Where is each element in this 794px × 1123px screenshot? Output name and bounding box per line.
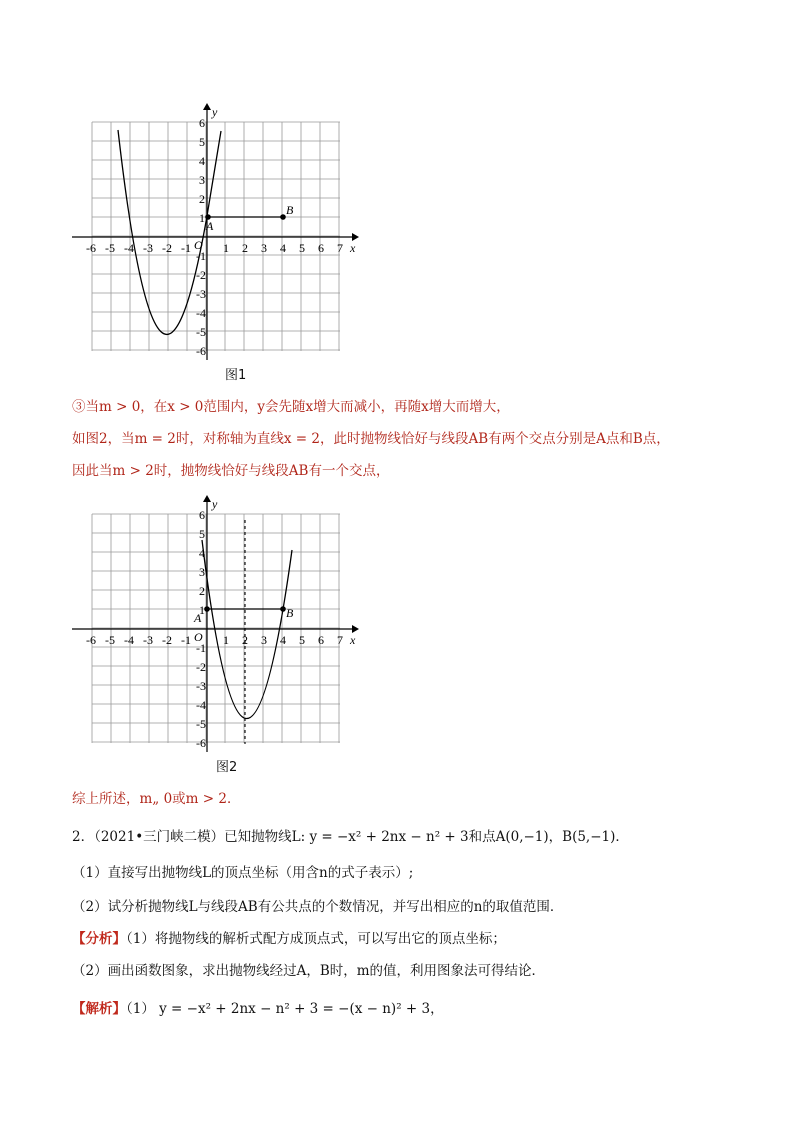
g2-x-tick-label: 1 (223, 633, 229, 647)
g1-x-tick-label: 4 (280, 241, 286, 255)
g1-x-tick-label: 5 (299, 241, 305, 255)
analysis-tag: 【分析】 (72, 931, 126, 947)
figure-2-point-a-dot (204, 606, 210, 612)
g2-x-tick-label: -5 (105, 633, 115, 647)
analysis-line-2: （2）画出函数图象，求出抛物线经过A，B时，m的值，利用图象法可得结论． (72, 963, 546, 979)
figure-2-point-b-dot (280, 606, 286, 612)
problem-2-statement: 2．（2021•三门峡二模）已知抛物线L: y = −x² + 2nx − n² + 3和点A(0,−1)，B(5,−1)． (72, 829, 629, 845)
g2-y-tick-label: 6 (199, 508, 205, 522)
solution-text-1: （1） y = −x² + 2nx − n² + 3 = −(x − n)² + 3， (126, 1001, 444, 1017)
g2-x-tick-label: -3 (143, 633, 153, 647)
g1-y-tick-label: 1 (199, 211, 205, 225)
figure-2-point-b-label: B (286, 606, 294, 620)
figure-1-point-b-dot (280, 214, 286, 220)
g2-x-tick-label: -1 (181, 633, 191, 647)
g2-y-tick-label: 5 (199, 527, 205, 541)
figure-1-y-arrow (203, 103, 211, 110)
g2-y-tick-label: 3 (199, 565, 205, 579)
g2-x-tick-label: 3 (261, 633, 267, 647)
g1-y-tick-label: -3 (196, 287, 206, 301)
problem-2-question-2: （2）试分析抛物线L与线段AB有公共点的个数情况，并写出相应的n的取值范围． (72, 899, 564, 915)
figure-1-point-a-label: A (206, 219, 214, 233)
g1-x-tick-label: -4 (124, 241, 134, 255)
g2-y-tick-label: 1 (199, 603, 205, 617)
g2-y-tick-label: -3 (196, 679, 206, 693)
g1-x-tick-label: -2 (162, 241, 172, 255)
problem-2-question-1: （1）直接写出抛物线L的顶点坐标（用含n的式子表示）; (72, 865, 414, 881)
g2-y-tick-label: -2 (196, 660, 206, 674)
g1-y-tick-label: -5 (196, 325, 206, 339)
g1-y-tick-label: -4 (196, 306, 206, 320)
analysis-line-1 (72, 930, 506, 948)
figure-2-origin-label: O (194, 630, 203, 644)
g1-y-tick-label: 2 (199, 192, 205, 206)
g1-y-tick-label: -1 (196, 249, 206, 263)
g2-y-tick-label: -4 (196, 698, 206, 712)
g2-x-tick-label: 4 (280, 633, 286, 647)
g1-y-tick-label: 4 (199, 154, 205, 168)
analysis-text-1: （1）将抛物线的解析式配方成顶点式，可以写出它的顶点坐标； (126, 931, 506, 947)
g2-x-tick-label: -2 (162, 633, 172, 647)
g1-x-tick-label: 2 (242, 241, 248, 255)
g2-x-tick-label: 7 (337, 633, 343, 647)
figure-2-x-arrow (352, 625, 359, 633)
g2-x-tick-label: -4 (124, 633, 134, 647)
g1-y-tick-label: -2 (196, 268, 206, 282)
figure-1-y-label: y (212, 105, 218, 119)
g1-x-tick-label: -6 (86, 241, 96, 255)
figure-1-point-b-label: B (286, 203, 294, 217)
g1-y-tick-label: -6 (196, 344, 206, 358)
figure-1-origin-label: O (194, 238, 203, 252)
g1-x-tick-label: 6 (318, 241, 324, 255)
g2-x-tick-label: 6 (318, 633, 324, 647)
g2-y-tick-label: -5 (196, 717, 206, 731)
case-three-line: ③当m > 0，在x > 0范围内，y会先随x增大而减小，再随x增大而增大， (72, 399, 510, 415)
g1-x-tick-label: -5 (105, 241, 115, 255)
g2-x-tick-label: 5 (299, 633, 305, 647)
g1-y-tick-label: 6 (199, 116, 205, 130)
g1-x-tick-label: 7 (337, 241, 343, 255)
g2-y-tick-label: -1 (196, 641, 206, 655)
g2-x-tick-label: -6 (86, 633, 96, 647)
conclusion-line: 综上所述，m„ 0或m > 2． (72, 791, 241, 807)
g1-y-tick-label: 5 (199, 135, 205, 149)
figure-1-caption: 图1 (225, 368, 247, 383)
figure-2 (70, 492, 370, 752)
figure-2-y-arrow (203, 495, 211, 502)
g2-y-tick-label: 2 (199, 584, 205, 598)
figure-1-x-label: x (350, 241, 356, 255)
figure-2-x-label: x (350, 633, 356, 647)
g1-x-tick-label: 1 (223, 241, 229, 255)
g1-x-tick-label: -3 (143, 241, 153, 255)
m-greater-two-line: 因此当m > 2时，抛物线恰好与线段AB有一个交点， (72, 463, 390, 479)
g2-y-tick-label: 4 (199, 546, 205, 560)
g2-y-tick-label: -6 (196, 736, 206, 750)
figure-1-x-arrow (352, 233, 359, 241)
figure-2-caption: 图2 (216, 760, 238, 775)
figure-2-point-a-label: A (194, 611, 202, 625)
g1-y-tick-label: 3 (199, 173, 205, 187)
solution-line-1 (72, 1000, 444, 1018)
m-equals-two-line: 如图2，当m = 2时，对称轴为直线x = 2，此时抛物线恰好与线段AB有两个交点分别是A点和B点， (72, 431, 670, 447)
solution-tag: 【解析】 (72, 1001, 126, 1017)
figure-1 (70, 100, 370, 360)
figure-2-y-label: y (212, 497, 218, 511)
g1-x-tick-label: 3 (261, 241, 267, 255)
g1-x-tick-label: -1 (181, 241, 191, 255)
g2-x-tick-label: 2 (242, 633, 248, 647)
